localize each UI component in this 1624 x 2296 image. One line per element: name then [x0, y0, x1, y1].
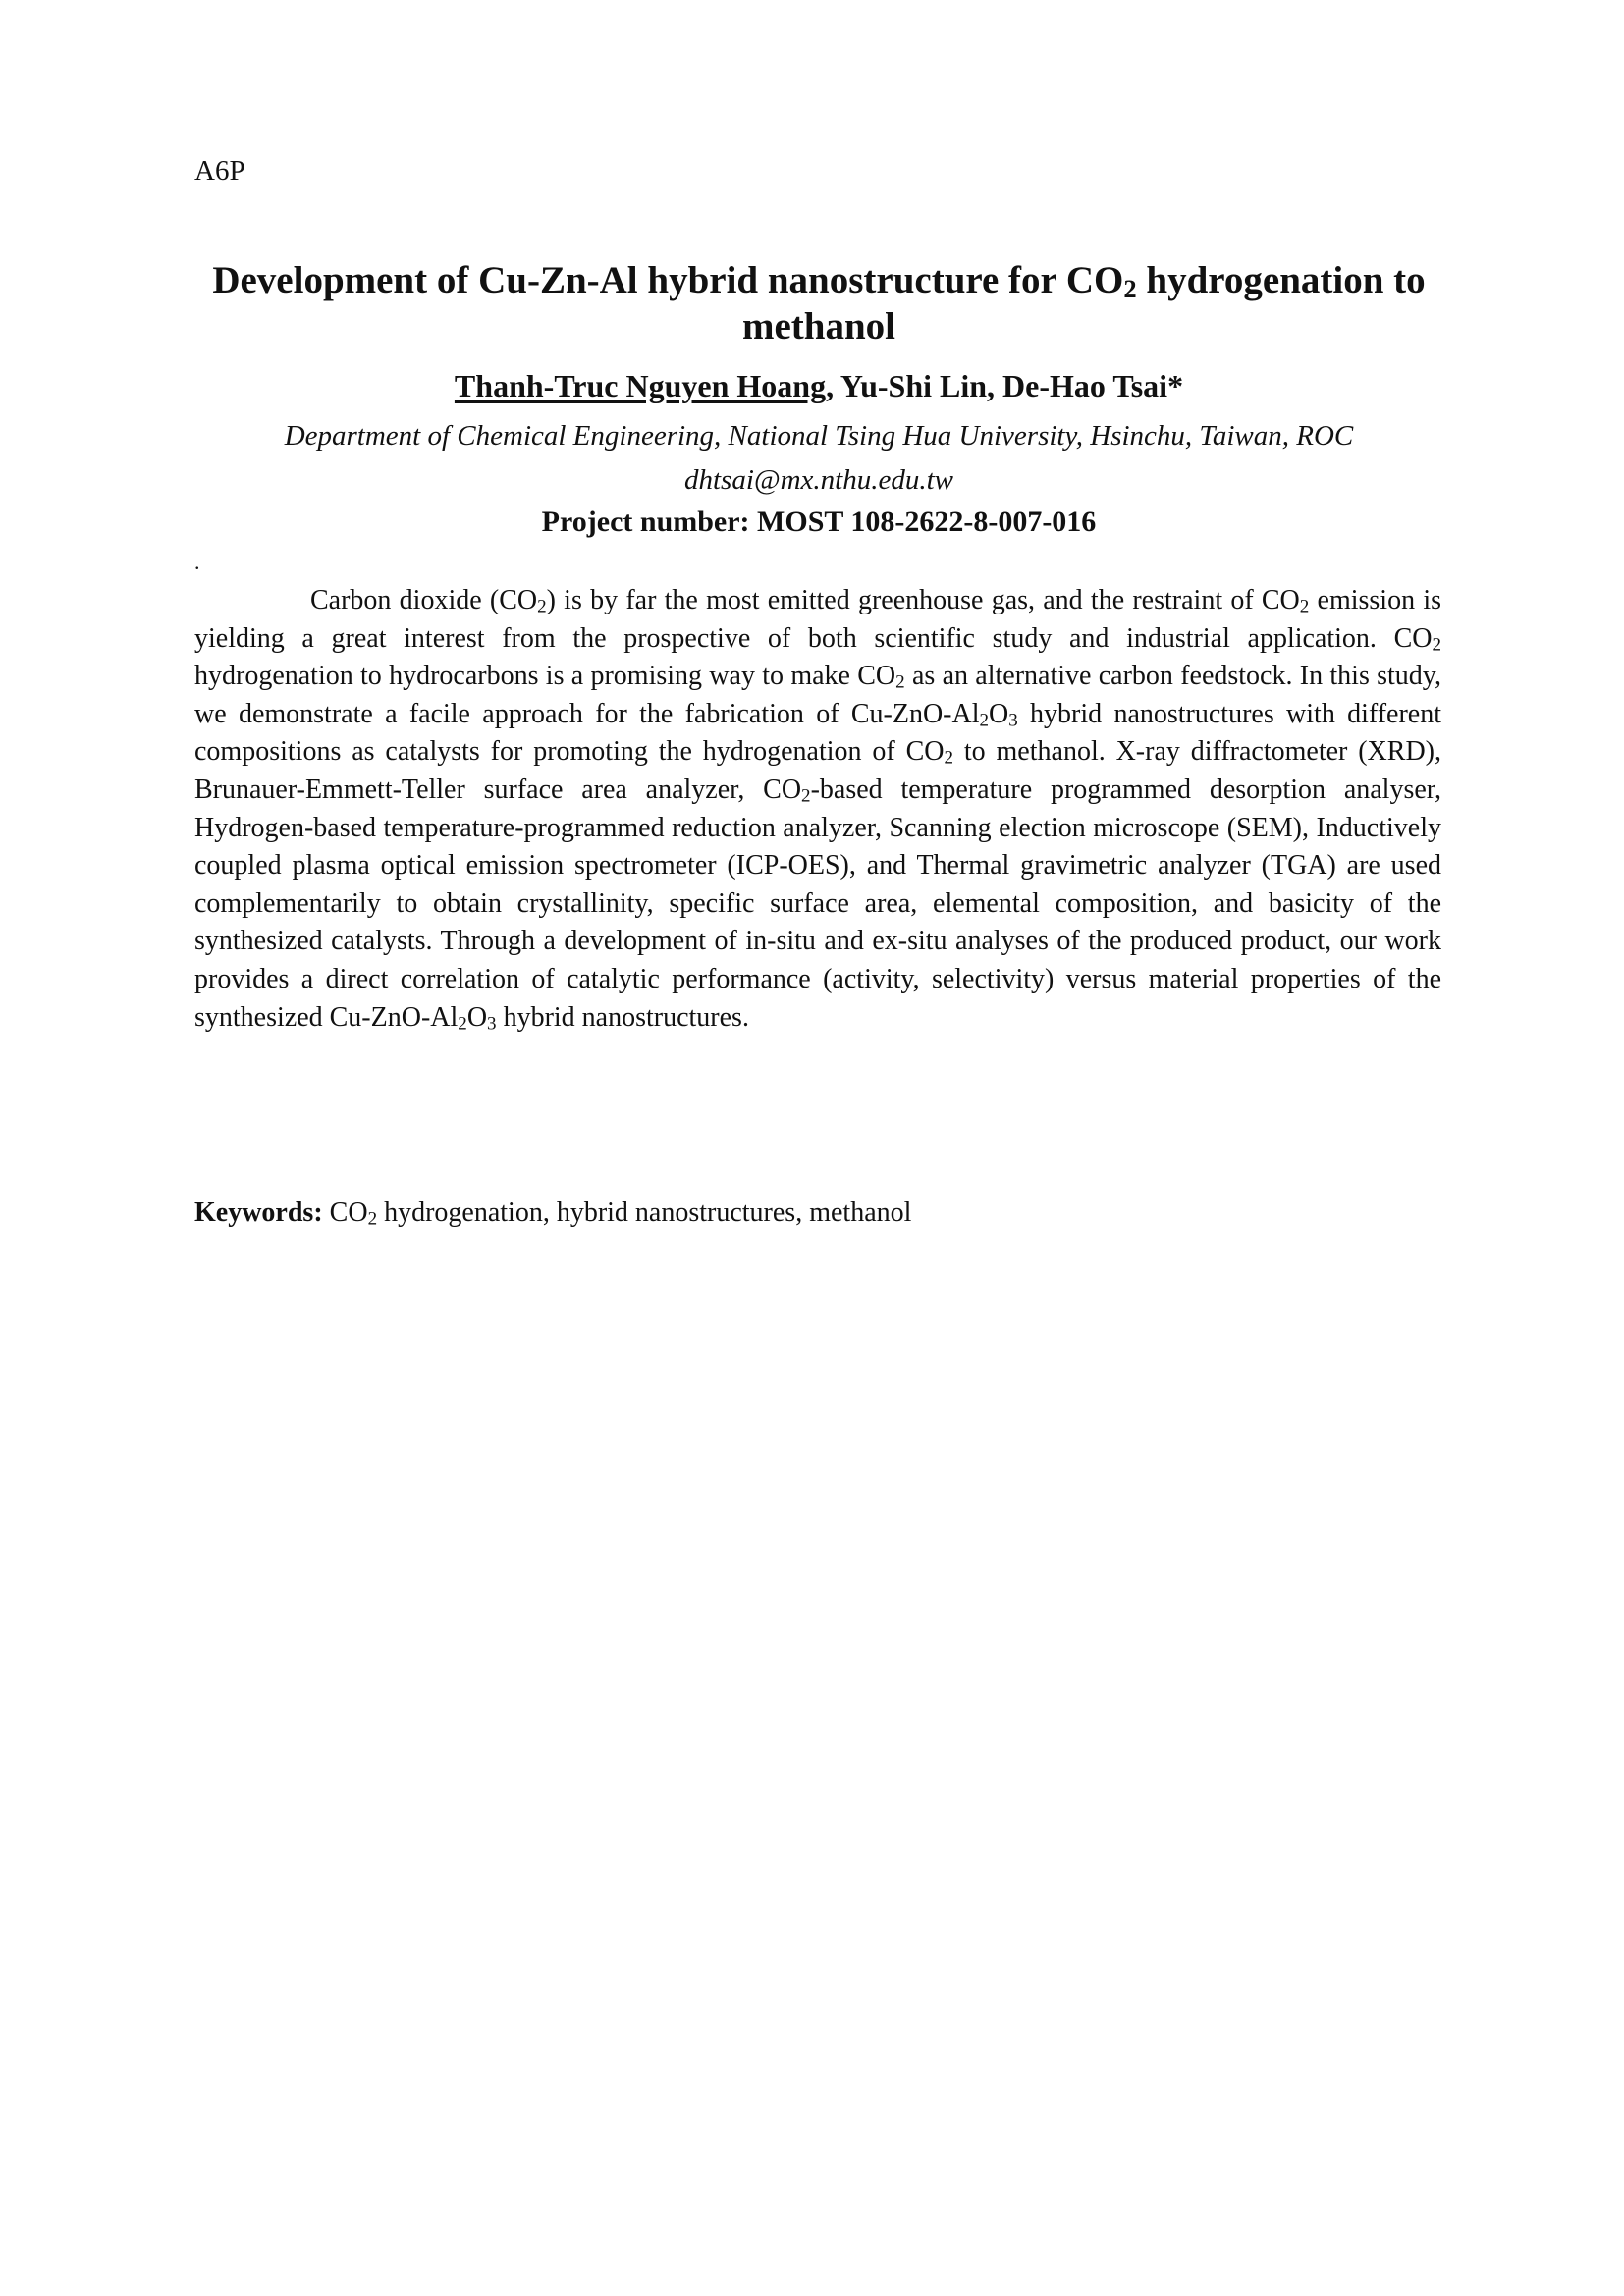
presenting-author: Thanh-Truc Nguyen Hoang	[454, 368, 827, 403]
paper-title: Development of Cu-Zn-Al hybrid nanostructure for $CO_2$ hydrogenation to methanol	[212, 259, 1426, 347]
co-authors: , Yu-Shi Lin, De-Hao Tsai*	[826, 368, 1184, 403]
keywords-text: $CO_2$ hydrogenation, hybrid nanostructures, methanol	[322, 1198, 912, 1230]
keywords-line	[194, 1196, 911, 1231]
author-list	[194, 366, 1443, 405]
affiliation: Department of Chemical Engineering, National Tsing Hua University, Hsinchu, Taiwan, ROC	[284, 420, 1354, 452]
corresponding-email: dhtsai@mx.nthu.edu.tw	[684, 464, 953, 496]
abstract-body: Carbon dioxide $(CO_2)$ is by far the most emitted greenhouse gas, and the restraint of $CO_2$ emission is yielding a great interest from the prospective of both scientific study and industrial application. $CO_2$ hydrogenation to hydrocarbons is a promising way to make $CO_2$ as an alternative carbon feedstock. In this study, we demonstrate a facile approach for the fabrication of $Cu-ZnO-Al_2O_3$ hybrid nanostructures with different compositions as catalysts for promoting the hydrogenation of $CO_2$ to methanol. X-ray diffractometer (XRD), Brunauer-Emmett-Teller surface area analyzer, $CO_2$-based temperature programmed desorption analyser, Hydrogen-based temperature-programmed reduction analyzer, Scanning election microscope (SEM), Inductively coupled plasma optical emission spectrometer (ICP-OES), and Thermal gravimetric analyzer (TGA) are used complementarily to obtain crystallinity, specific surface area, elemental composition, and basicity of the synthesized catalysts. Through a development of in-situ and ex-situ analyses of the produced product, our work provides a direct correlation of catalytic performance (activity, selectivity) versus material properties of the synthesized $Cu-ZnO-Al_2O_3$ hybrid nanostructures.	[194, 585, 1442, 1034]
abstract-code: A6P	[194, 155, 245, 187]
keywords-label: Keywords:	[194, 1198, 323, 1228]
stray-mark: .	[194, 550, 200, 574]
project-number: Project number: MOST 108-2622-8-007-016	[541, 506, 1097, 538]
